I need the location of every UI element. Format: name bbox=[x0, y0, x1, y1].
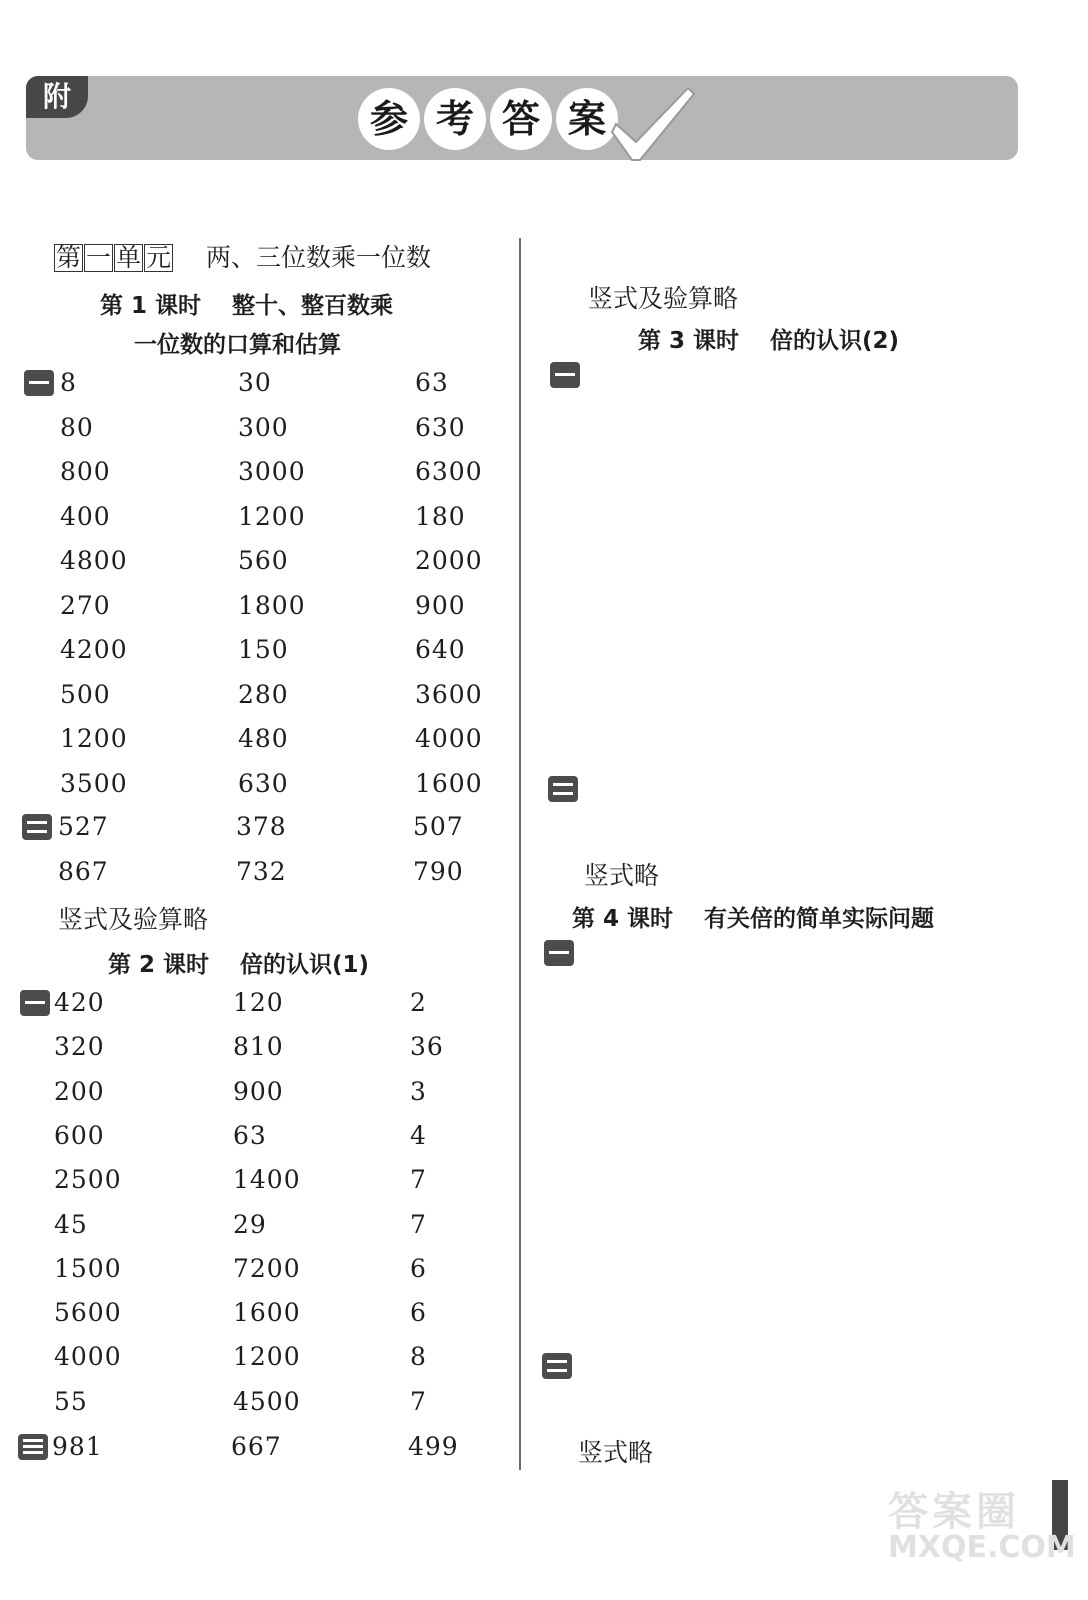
answer-cell: 500 bbox=[60, 679, 111, 709]
lesson-4-title: 第 4 课时 有关倍的简单实际问题 bbox=[572, 906, 935, 932]
lesson-4-note: 竖式略 bbox=[578, 1438, 654, 1467]
answer-cell: 4800 bbox=[60, 546, 128, 575]
answer-cell: 1800 bbox=[238, 590, 306, 620]
section-two-icon bbox=[22, 814, 52, 840]
answer-cell: 1500 bbox=[54, 1253, 122, 1283]
answer-cell: 8 bbox=[410, 1342, 427, 1372]
answer-cell: 3 bbox=[410, 1076, 427, 1106]
answer-cell: 981 bbox=[52, 1432, 103, 1461]
answer-cell: 320 bbox=[54, 1032, 105, 1062]
section-one-icon bbox=[24, 370, 54, 396]
section-one-icon bbox=[550, 362, 580, 388]
title-char: 答 bbox=[490, 88, 552, 150]
answer-cell: 560 bbox=[238, 546, 289, 575]
unit-box: 元 bbox=[146, 243, 172, 272]
answer-cell: 300 bbox=[238, 412, 289, 442]
unit-heading bbox=[54, 238, 431, 274]
answer-cell: 480 bbox=[238, 724, 289, 753]
section-two-icon bbox=[548, 776, 578, 802]
section-one-icon bbox=[544, 940, 574, 966]
section-two-icon bbox=[542, 1353, 572, 1379]
unit-box: 单 bbox=[116, 243, 142, 272]
answer-cell: 63 bbox=[233, 1120, 267, 1150]
section-one-icon bbox=[20, 990, 50, 1016]
answer-cell: 1200 bbox=[233, 1342, 301, 1372]
answer-cell: 29 bbox=[233, 1209, 267, 1239]
answer-cell: 7 bbox=[410, 1209, 427, 1239]
continued-note: 竖式及验算略 bbox=[588, 284, 739, 313]
answer-cell: 630 bbox=[238, 768, 289, 798]
answer-cell: 180 bbox=[415, 501, 466, 531]
answer-cell: 499 bbox=[408, 1432, 459, 1461]
answer-cell: 867 bbox=[58, 856, 109, 886]
lesson-1-subtitle: 一位数的口算和估算 bbox=[134, 332, 341, 358]
answer-cell: 3600 bbox=[415, 679, 483, 709]
answer-cell: 1200 bbox=[60, 724, 128, 753]
answer-cell: 36 bbox=[410, 1032, 444, 1062]
watermark-logo: 答案圈 bbox=[888, 1489, 1020, 1535]
answer-cell: 4000 bbox=[54, 1342, 122, 1372]
answer-cell: 2500 bbox=[54, 1165, 122, 1195]
answer-cell: 280 bbox=[238, 679, 289, 709]
answer-cell: 4500 bbox=[233, 1386, 301, 1416]
checkmark-icon bbox=[610, 84, 696, 164]
answer-cell: 810 bbox=[233, 1032, 284, 1062]
unit-box: 第 bbox=[56, 243, 82, 272]
answer-cell: 6 bbox=[410, 1253, 427, 1283]
answer-cell: 378 bbox=[236, 812, 287, 841]
answer-cell: 4200 bbox=[60, 635, 128, 664]
unit-box: 一 bbox=[86, 243, 112, 272]
answer-cell: 30 bbox=[238, 368, 272, 397]
answer-cell: 3500 bbox=[60, 768, 128, 798]
title-char: 参 bbox=[358, 88, 420, 150]
answer-cell: 732 bbox=[236, 856, 287, 886]
answer-cell: 527 bbox=[58, 812, 109, 841]
answer-cell: 5600 bbox=[54, 1298, 122, 1328]
answer-cell: 900 bbox=[233, 1076, 284, 1106]
answer-cell: 790 bbox=[413, 856, 464, 886]
answer-cell: 400 bbox=[60, 501, 111, 531]
answer-cell: 55 bbox=[54, 1386, 88, 1416]
answer-cell: 900 bbox=[415, 590, 466, 620]
answer-cell: 640 bbox=[415, 635, 466, 664]
answer-cell: 630 bbox=[415, 412, 466, 442]
answer-cell: 420 bbox=[54, 988, 105, 1017]
lesson-1-note: 竖式及验算略 bbox=[58, 905, 209, 934]
answer-cell: 2000 bbox=[415, 546, 483, 575]
answer-cell: 507 bbox=[413, 812, 464, 841]
answer-cell: 2 bbox=[410, 988, 427, 1017]
answer-cell: 7 bbox=[410, 1386, 427, 1416]
lesson-2-title: 第 2 课时 倍的认识(1) bbox=[108, 952, 370, 978]
lesson-3-title: 第 3 课时 倍的认识(2) bbox=[638, 328, 900, 354]
title-char: 案 bbox=[556, 88, 618, 150]
title-char: 考 bbox=[424, 88, 486, 150]
lesson-1-title: 第 1 课时 整十、整百数乘 bbox=[100, 293, 394, 319]
answer-cell: 6 bbox=[410, 1298, 427, 1328]
answer-cell: 7200 bbox=[233, 1253, 301, 1283]
answer-cell: 4 bbox=[410, 1120, 427, 1150]
answer-cell: 600 bbox=[54, 1120, 105, 1150]
answer-cell: 1400 bbox=[233, 1165, 301, 1195]
answer-cell: 3000 bbox=[238, 457, 306, 486]
answer-cell: 150 bbox=[238, 635, 289, 664]
answer-cell: 63 bbox=[415, 368, 449, 397]
answer-cell: 1200 bbox=[238, 501, 306, 531]
answer-cell: 8 bbox=[60, 368, 77, 397]
answer-cell: 6300 bbox=[415, 457, 483, 486]
watermark-url: MXQE.COM bbox=[888, 1530, 1076, 1565]
answer-cell: 200 bbox=[54, 1076, 105, 1106]
section-three-icon bbox=[18, 1434, 48, 1460]
lesson-3-note: 竖式略 bbox=[584, 861, 660, 890]
appendix-tab: 附 bbox=[26, 76, 88, 118]
answer-cell: 1600 bbox=[233, 1298, 301, 1328]
answer-cell: 80 bbox=[60, 412, 94, 442]
answer-cell: 4000 bbox=[415, 724, 483, 753]
answer-cell: 7 bbox=[410, 1165, 427, 1195]
column-divider bbox=[519, 238, 521, 1470]
answer-cell: 667 bbox=[231, 1432, 282, 1461]
answer-cell: 270 bbox=[60, 590, 111, 620]
answer-cell: 800 bbox=[60, 457, 111, 486]
answer-cell: 1600 bbox=[415, 768, 483, 798]
answer-cell: 120 bbox=[233, 988, 284, 1017]
unit-title: 两、三位数乘一位数 bbox=[206, 243, 432, 272]
answer-cell: 45 bbox=[54, 1209, 88, 1239]
